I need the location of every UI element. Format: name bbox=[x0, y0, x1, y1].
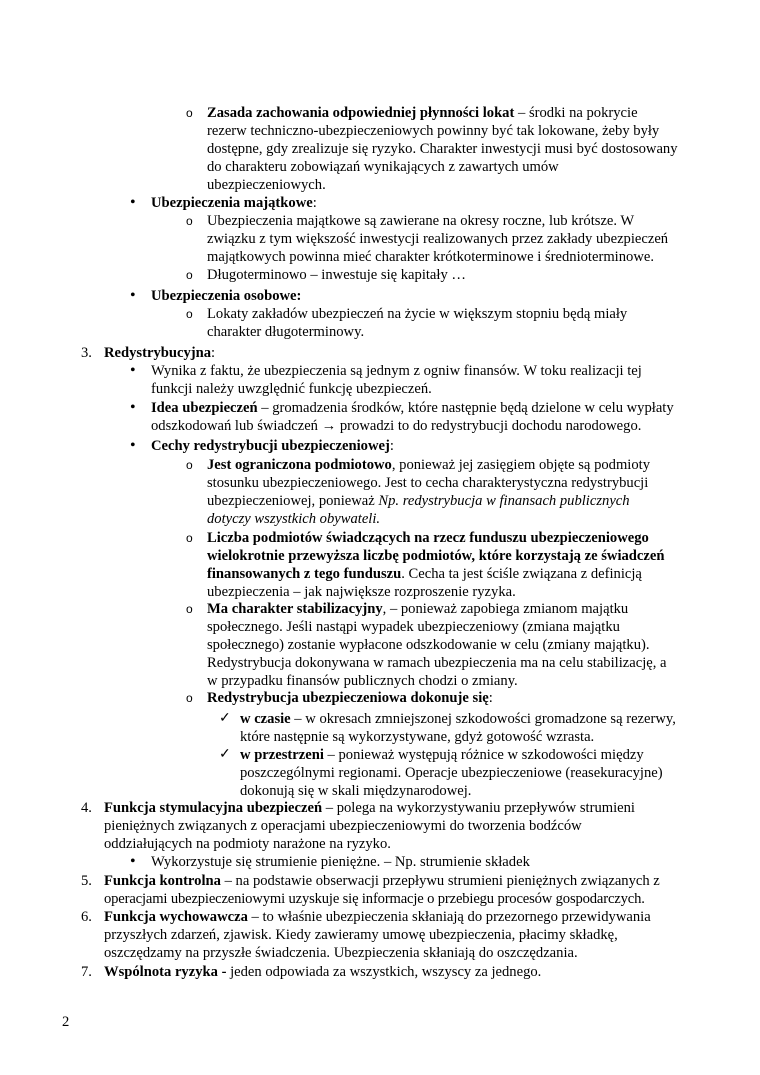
text-line: majątkowych powinna mieć charakter krótkoterminowe i średnioterminowe. bbox=[207, 249, 654, 265]
text-line: charakter długoterminowy. bbox=[207, 324, 365, 340]
term-bold: Ubezpieczenia majątkowe bbox=[151, 195, 313, 211]
text-span: – to właśnie ubezpieczenia skłaniają do przezornego przewidywania bbox=[247, 909, 651, 925]
circle-bullet: o bbox=[186, 214, 193, 228]
term-bold: Liczba podmiotów świadczących na rzecz funduszu ubezpieczeniowego bbox=[207, 530, 649, 546]
bullet: • bbox=[130, 399, 136, 416]
text-span: ubezpieczeniowej, ponieważ bbox=[207, 493, 379, 509]
text-line: Wykorzystuje się strumienie pieniężne. – Np. strumienie składek bbox=[151, 854, 530, 870]
bullet: • bbox=[130, 194, 136, 211]
term-bold: Idea ubezpieczeń bbox=[151, 400, 258, 416]
text-line: oddziałujących na podmioty narażone na ryzyko. bbox=[104, 836, 391, 852]
text-line bbox=[240, 746, 644, 764]
term-bold: wielokrotnie przewyższa liczbę podmiotów, które korzystają ze świadczeń bbox=[207, 548, 665, 564]
list-number-4: 4. bbox=[81, 800, 92, 816]
term-bold: Redystrybucja ubezpieczeniowa dokonuje się bbox=[207, 690, 489, 706]
text-line: dostępne, gdy zrealizuje się ryzyko. Charakter inwestycji musi być dostosowany bbox=[207, 141, 678, 157]
text-line bbox=[104, 908, 651, 926]
text-line: dokonują się w skali międzynarodowej. bbox=[240, 783, 472, 799]
text-span: jeden odpowiada za wszystkich, wszyscy za jednego. bbox=[226, 964, 542, 980]
text-line: Lokaty zakładów ubezpieczeń na życie w większym stopniu będą miały bbox=[207, 306, 628, 322]
bullet: • bbox=[130, 362, 136, 379]
bullet: • bbox=[130, 287, 136, 304]
list-number-3: 3. bbox=[81, 345, 92, 361]
text-line: Długoterminowo – inwestuje się kapitały … bbox=[207, 267, 466, 283]
text-span: – ponieważ występują różnice w szkodowości między bbox=[323, 747, 644, 763]
circle-bullet: o bbox=[186, 106, 193, 120]
text-line: funkcji należy uwzględnić funkcję ubezpieczeń. bbox=[151, 381, 432, 397]
text-span: : bbox=[312, 195, 317, 211]
list-number-6: 6. bbox=[81, 909, 92, 925]
italic-text: dotyczy wszystkich obywateli. bbox=[207, 511, 381, 527]
text-span: – w okresach zmniejszonej szkodowości gromadzone są rezerwy, bbox=[290, 711, 676, 727]
text-line bbox=[207, 565, 642, 583]
italic-text: Np. redystrybucja w finansach publicznych bbox=[378, 493, 630, 509]
checkmark-icon: ✓ bbox=[219, 711, 231, 726]
page-number: 2 bbox=[62, 1014, 70, 1030]
text-line: pieniężnych związanych z operacjami ubezpieczeniowymi do tworzenia bodźców bbox=[104, 818, 582, 834]
circle-bullet: o bbox=[186, 691, 193, 705]
text-line: związku z tym większość inwestycji realizowanych przez zakłady ubezpieczeń bbox=[207, 231, 669, 247]
text-line bbox=[104, 344, 215, 362]
text-line bbox=[207, 529, 649, 547]
term-bold: Ma charakter stabilizacyjny bbox=[207, 601, 383, 617]
text-span: , – ponieważ zapobiega zmianom majątku bbox=[382, 601, 629, 617]
term-bold: finansowanych z tego funduszu bbox=[207, 566, 402, 582]
list-number-7: 7. bbox=[81, 964, 92, 980]
text-line bbox=[240, 710, 676, 728]
text-line bbox=[207, 456, 650, 474]
text-line bbox=[151, 287, 301, 305]
text-line bbox=[207, 492, 630, 510]
text-span: – polega na wykorzystywaniu przepływów strumieni bbox=[322, 800, 635, 816]
text-line bbox=[207, 104, 638, 122]
term-bold: Wspólnota ryzyka - bbox=[104, 964, 227, 980]
text-line: operacjami ubezpieczeniowymi uzyskuje się informacje o przebiegu procesów gospodarczych. bbox=[104, 891, 645, 907]
text-line: ubezpieczeniowych. bbox=[207, 177, 326, 193]
text-line bbox=[207, 547, 664, 565]
text-span: – środki na pokrycie bbox=[514, 105, 638, 121]
text-line bbox=[104, 872, 660, 890]
text-span: prowadzi to do redystrybucji dochodu narodowego. bbox=[336, 418, 642, 434]
text-span: : bbox=[211, 345, 216, 361]
checkmark-icon: ✓ bbox=[219, 747, 231, 762]
bullet: • bbox=[130, 853, 136, 870]
text-line: ubezpieczenia – jak największe rozproszenie ryzyka. bbox=[207, 584, 516, 600]
term-bold: Redystrybucyjna bbox=[104, 345, 212, 361]
text-span: . Cecha ta jest ściśle związana z definicją bbox=[401, 566, 642, 582]
circle-bullet: o bbox=[186, 531, 193, 545]
list-number-5: 5. bbox=[81, 873, 92, 889]
text-line bbox=[104, 963, 541, 981]
text-line bbox=[207, 510, 380, 528]
term-bold: Funkcja wychowawcza bbox=[104, 909, 248, 925]
text-span: odszkodowań lub świadczeń bbox=[151, 418, 322, 434]
term-bold: w czasie bbox=[240, 711, 291, 727]
term-bold: Funkcja stymulacyjna ubezpieczeń bbox=[104, 800, 323, 816]
circle-bullet: o bbox=[186, 307, 193, 321]
text-line bbox=[151, 194, 317, 212]
term-bold: Funkcja kontrolna bbox=[104, 873, 221, 889]
text-line: do charakteru zobowiązań wynikających z zawartych umów bbox=[207, 159, 559, 175]
term-bold: Jest ograniczona podmiotowo bbox=[207, 457, 392, 473]
text-span: : bbox=[488, 690, 493, 706]
text-span: , ponieważ jej zasięgiem objęte są podmioty bbox=[391, 457, 651, 473]
text-line: przyszłych zdarzeń, zjawisk. Kiedy zawieramy umowę ubezpieczenia, płacimy składkę, bbox=[104, 927, 618, 943]
circle-bullet: o bbox=[186, 268, 193, 282]
text-line: Wynika z faktu, że ubezpieczenia są jednym z ogniw finansów. W toku realizacji tej bbox=[151, 363, 642, 379]
text-line: społecznego. Jeśli nastąpi wypadek ubezpieczeniowy (zmiana majątku bbox=[207, 619, 620, 635]
text-line bbox=[207, 689, 493, 707]
bullet: • bbox=[130, 437, 136, 454]
text-line bbox=[104, 799, 635, 817]
text-span: – gromadzenia środków, które następnie będą dzielone w celu wypłaty bbox=[257, 400, 674, 416]
text-line: Redystrybucja dokonywana w ramach ubezpieczenia ma na celu stabilizację, a bbox=[207, 655, 667, 671]
term-bold: w przestrzeni bbox=[240, 747, 324, 763]
text-line bbox=[151, 399, 674, 417]
text-line: w przypadku finansów publicznych chodzi o zmiany. bbox=[207, 673, 518, 689]
term-bold: Cechy redystrybucji ubezpieczeniowej bbox=[151, 438, 390, 454]
text-line: oszczędzamy na przyszłe świadczenia. Ubezpieczenia skłaniają do oszczędzania. bbox=[104, 945, 578, 961]
text-span: : bbox=[389, 438, 394, 454]
text-line: stosunku ubezpieczeniowego. Jest to cecha charakterystyczna redystrybucji bbox=[207, 475, 649, 491]
text-line bbox=[207, 600, 628, 618]
text-line bbox=[151, 437, 394, 455]
text-line: które następnie są wykorzystywane, gdyż gotowość wzrasta. bbox=[240, 729, 595, 745]
circle-bullet: o bbox=[186, 458, 193, 472]
text-line: rezerw techniczno-ubezpieczeniowych powinny być tak lokowane, żeby były bbox=[207, 123, 660, 139]
text-line: społecznego) zostanie wypłacone odszkodowanie w celu (zmiany majątku). bbox=[207, 637, 650, 653]
text-line: Ubezpieczenia majątkowe są zawierane na okresy roczne, lub krótsze. W bbox=[207, 213, 635, 229]
text-span: – na podstawie obserwacji przepływu strumieni pieniężnych związanych z bbox=[220, 873, 660, 889]
text-line bbox=[151, 417, 641, 435]
term-bold: Ubezpieczenia osobowe: bbox=[151, 288, 302, 304]
term-bold: Zasada zachowania odpowiedniej płynności lokat bbox=[207, 105, 515, 121]
arrow-right-icon: → bbox=[321, 418, 337, 434]
text-line: poszczególnymi regionami. Operacje ubezpieczeniowe (reasekuracyjne) bbox=[240, 765, 663, 781]
circle-bullet: o bbox=[186, 602, 193, 616]
